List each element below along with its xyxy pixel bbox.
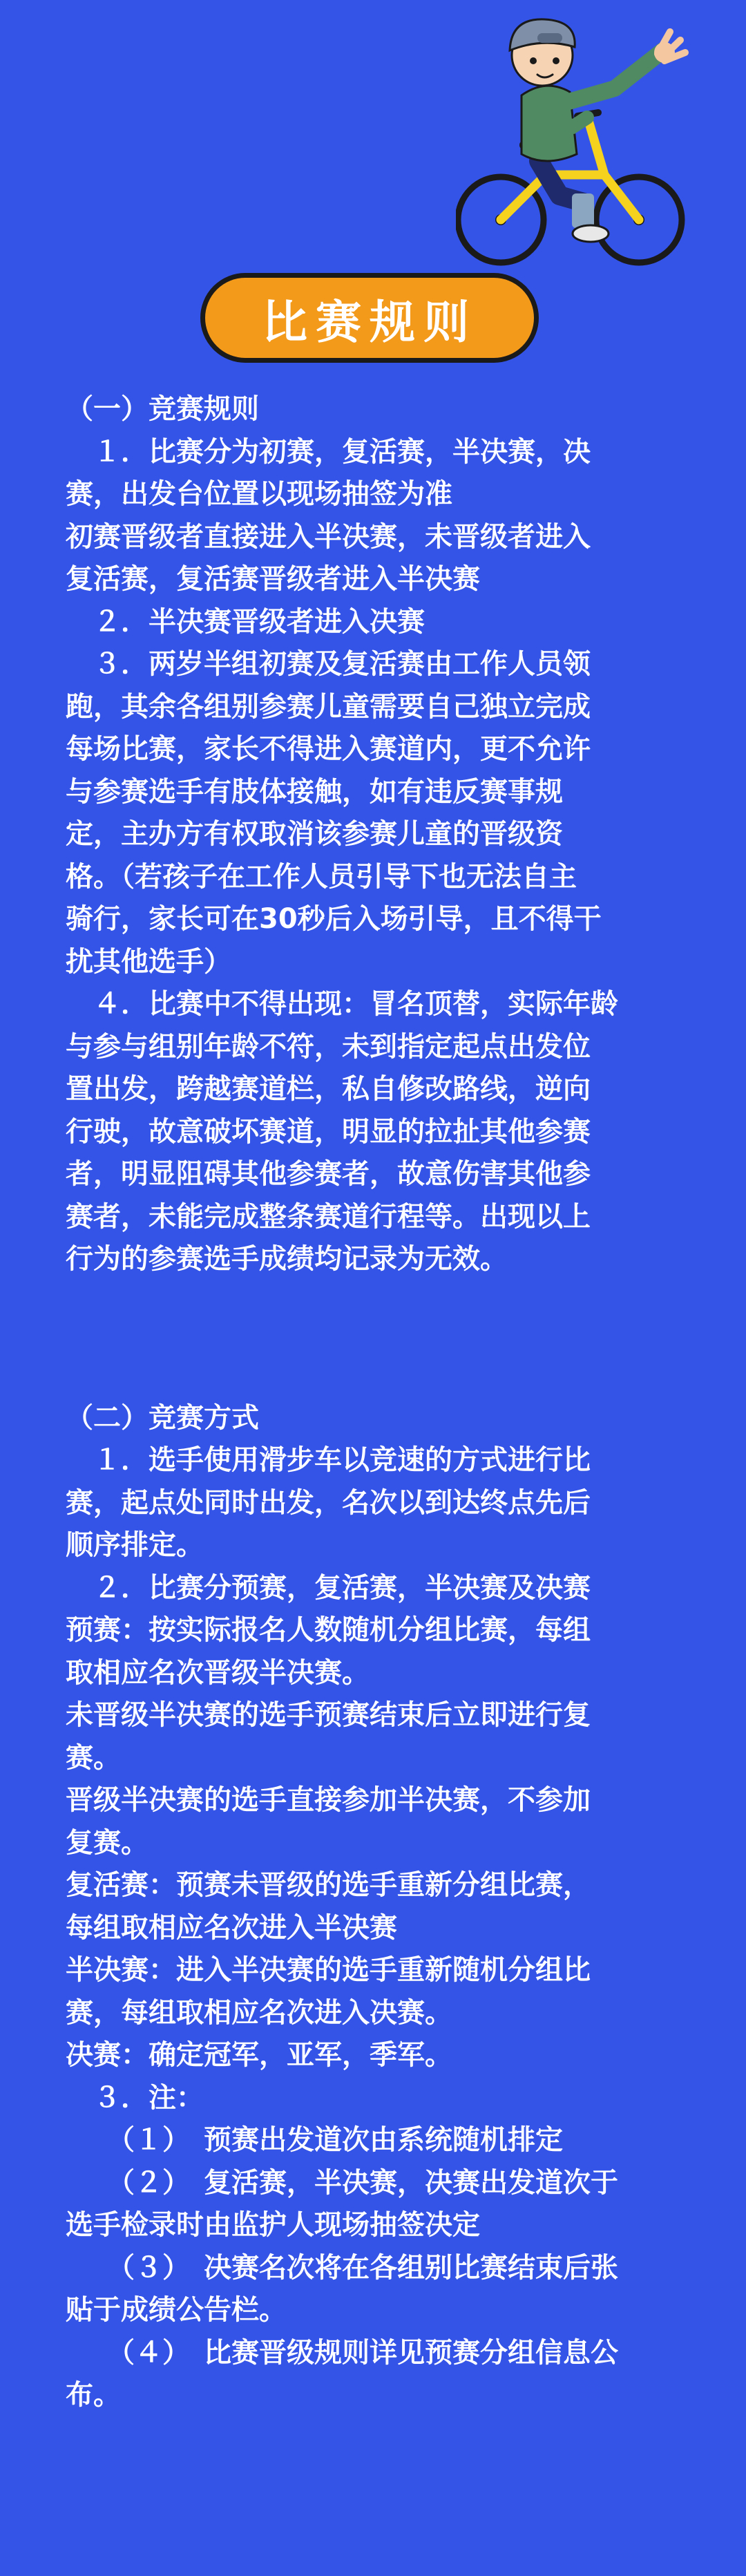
rules-content: [66, 388, 701, 2417]
rule-line: 每场比赛，家长不得进入赛道内，更不允许: [66, 733, 591, 765]
title-badge: [200, 273, 539, 363]
method-line: 布。: [66, 2379, 121, 2411]
method-line: 赛。: [66, 1741, 121, 1774]
section2-heading: （二）竞赛方式: [66, 1401, 259, 1434]
rule-line: 格。（若孩子在工作人员引导下也无法自主: [66, 860, 577, 893]
rule-line: 初赛晋级者直接进入半决赛，未晋级者进入: [66, 520, 591, 553]
method-line: 复活赛：预赛未晋级的选手重新分组比赛，: [66, 1869, 591, 1901]
rule-line: 扰其他选手）: [66, 945, 231, 978]
method-line: 未晋级半决赛的选手预赛结束后立即进行复: [66, 1699, 591, 1731]
section-spacer: [66, 1281, 701, 1397]
section1-heading: （一）竞赛规则: [66, 393, 259, 425]
rule-line: ４．比赛中不得出现：冒名顶替，实际年龄: [66, 988, 618, 1020]
method-line: 半决赛：进入半决赛的选手重新随机分组比: [66, 1954, 591, 1986]
method-line: 晋级半决赛的选手直接参加半决赛，不参加: [66, 1784, 591, 1816]
rule-line: 与参赛选手有肢体接触，如有违反赛事规: [66, 775, 563, 808]
rule-line: ２．半决赛晋级者进入决赛: [66, 605, 425, 638]
rule-line: 行驶，故意破坏赛道，明显的拉扯其他参赛: [66, 1115, 591, 1148]
rule-line: 者，明显阻碍其他参赛者，故意伤害其他参: [66, 1158, 591, 1190]
method-line: 预赛：按实际报名人数随机分组比赛，每组: [66, 1614, 591, 1646]
method-line: 赛，每组取相应名次进入决赛。: [66, 1996, 452, 2029]
method-line: （１） 预赛出发道次由系统随机排定: [66, 2124, 563, 2156]
rule-line: １．比赛分为初赛，复活赛，半决赛，决: [66, 435, 591, 468]
method-line: ２．比赛分预赛，复活赛，半决赛及决赛: [66, 1571, 591, 1604]
method-line: 贴于成绩公告栏。: [66, 2294, 287, 2326]
rule-line: 复活赛，复活赛晋级者进入半决赛: [66, 563, 480, 595]
rule-line: 赛，出发台位置以现场抽签为准: [66, 478, 452, 510]
method-line: 赛，起点处同时出发，名次以到达终点先后: [66, 1486, 591, 1519]
method-line: 每组取相应名次进入半决赛: [66, 1911, 397, 1944]
method-line: １．选手使用滑步车以竞速的方式进行比: [66, 1444, 591, 1476]
rule-line: 定，主办方有权取消该参赛儿童的晋级资: [66, 818, 563, 850]
method-line: 取相应名次晋级半决赛。: [66, 1656, 370, 1689]
method-line: 顺序排定。: [66, 1529, 204, 1561]
rule-line: 行为的参赛选手成绩均记录为无效。: [66, 1243, 508, 1275]
method-line: 选手检录时由监护人现场抽签决定: [66, 2209, 480, 2241]
rule-line: ３．两岁半组初赛及复活赛由工作人员领: [66, 648, 591, 680]
child-on-bike-illustration: [456, 12, 691, 282]
rule-line: 置出发，跨越赛道栏，私自修改路线，逆向: [66, 1073, 591, 1105]
method-line: ３．注：: [66, 2081, 204, 2114]
method-line: （３） 决赛名次将在各组别比赛结束后张: [66, 2251, 618, 2284]
rule-line: 赛者，未能完成整条赛道行程等。出现以上: [66, 1200, 591, 1233]
rule-line: 与参与组别年龄不符，未到指定起点出发位: [66, 1030, 591, 1063]
rule-line: 跑，其余各组别参赛儿童需要自己独立完成: [66, 690, 591, 723]
method-line: （２） 复活赛，半决赛，决赛出发道次于: [66, 2166, 618, 2199]
method-line: 决赛：确定冠军，亚军，季军。: [66, 2039, 452, 2071]
method-line: 复赛。: [66, 1826, 149, 1859]
method-line: （４） 比赛晋级规则详见预赛分组信息公: [66, 2336, 618, 2369]
page-title: 比赛规则: [262, 295, 477, 349]
rule-line: 骑行，家长可在30秒后入场引导，且不得干: [66, 903, 602, 935]
